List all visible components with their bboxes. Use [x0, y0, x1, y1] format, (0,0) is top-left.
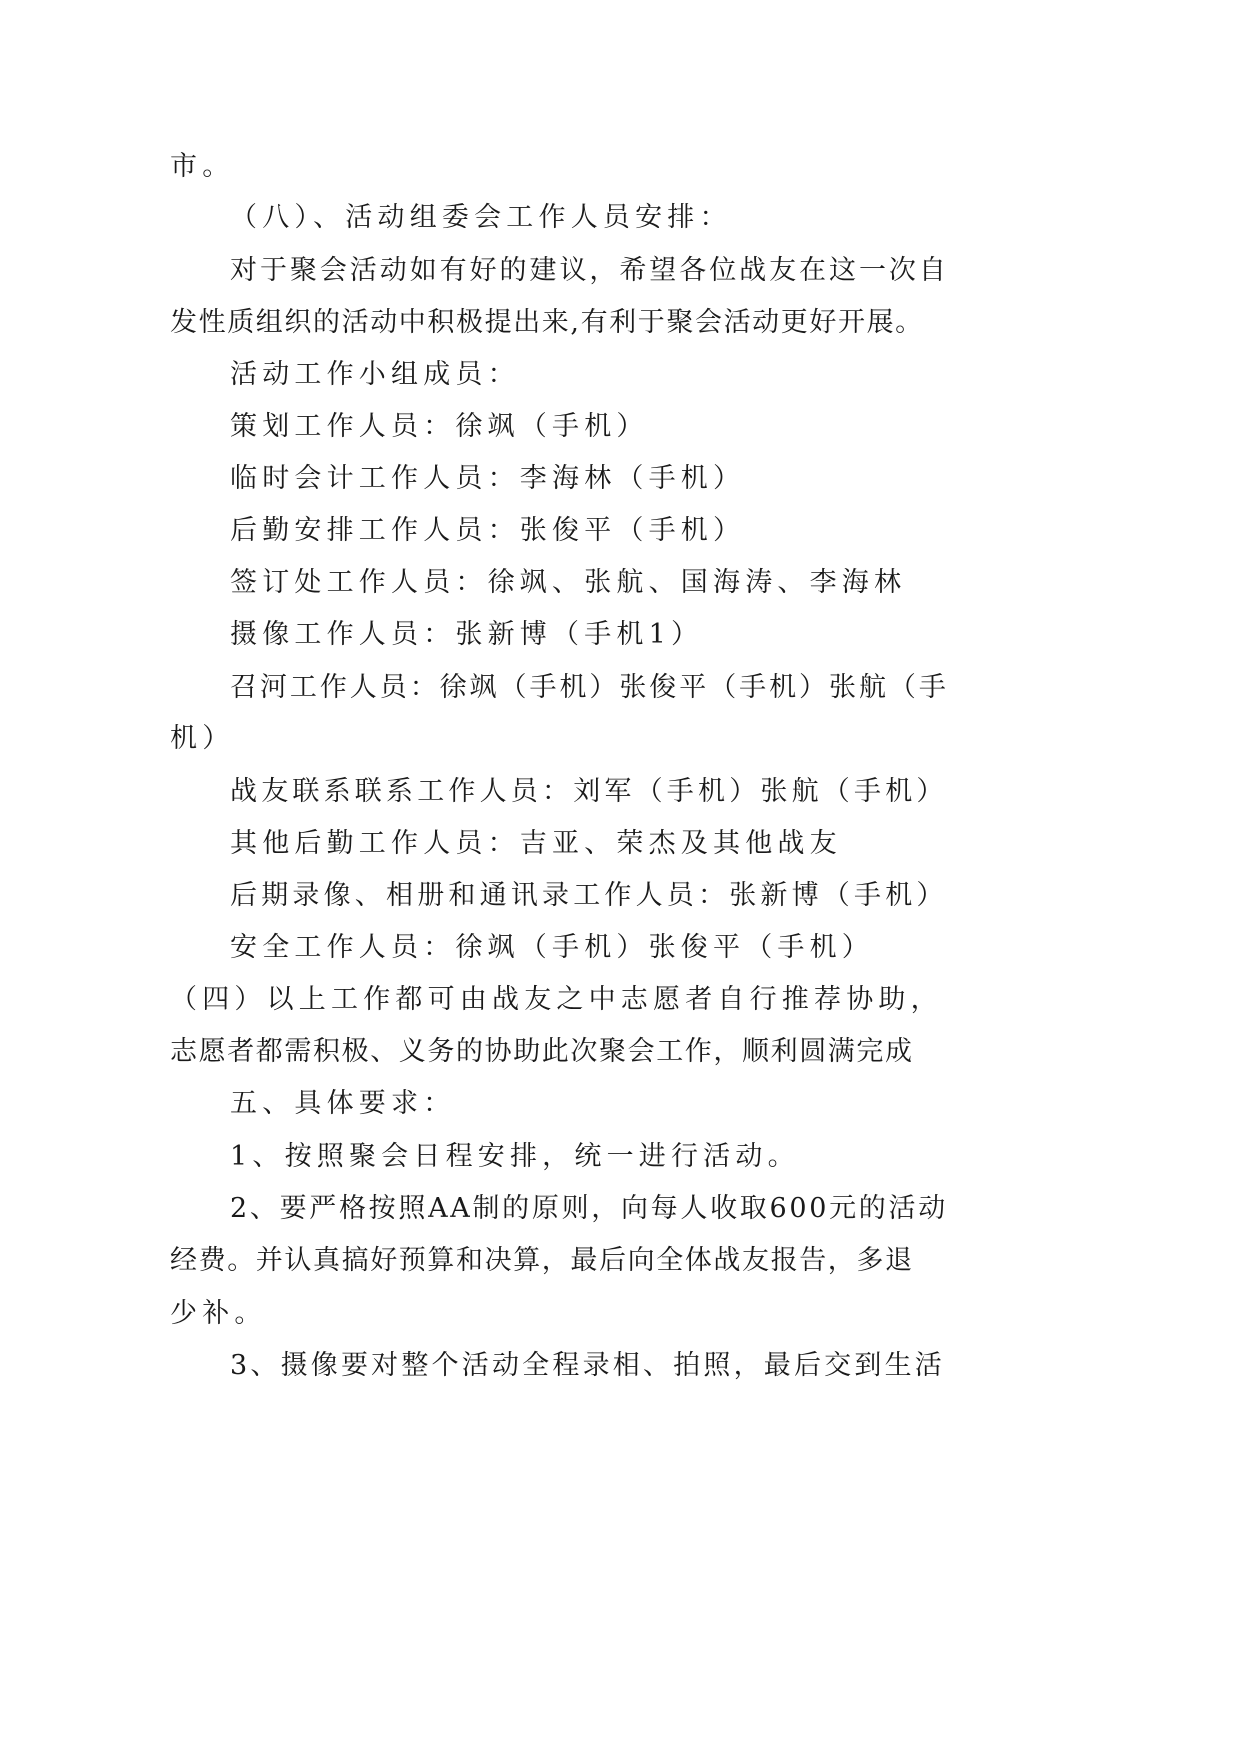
text-line: 对于聚会活动如有好的建议，希望各位战友在这一次自: [230, 255, 949, 286]
text-line: 经费。并认真搞好预算和决算，最后向全体战友报告，多退: [170, 1245, 914, 1276]
section-heading: 五、具体要求：: [230, 1088, 456, 1119]
text-line: 发性质组织的活动中积极提出来,有利于聚会活动更好开展。: [170, 307, 924, 338]
text-line: 安全工作人员：徐飒（手机）张俊平（手机）: [230, 932, 874, 963]
text-line: 其他后勤工作人员：吉亚、荣杰及其他战友: [230, 828, 842, 859]
text-line: 召河工作人员：徐飒（手机）张俊平（手机）张航（手: [230, 672, 949, 703]
list-item: 3、摄像要对整个活动全程录相、拍照，最后交到生活: [230, 1350, 945, 1381]
text-line: 后勤安排工作人员：张俊平（手机）: [230, 515, 746, 546]
section-heading: （四）以上工作都可由战友之中志愿者自行推荐协助，: [170, 984, 943, 1015]
text-line: 后期录像、相册和通讯录工作人员：张新博（手机）: [230, 880, 948, 911]
text-line: 志愿者都需积极、义务的协助此次聚会工作，顺利圆满完成: [170, 1036, 914, 1067]
text-line: 战友联系联系工作人员：刘军（手机）张航（手机）: [230, 776, 948, 807]
section-heading: （八）、活动组委会工作人员安排：: [230, 202, 732, 233]
text-line: 签订处工作人员：徐飒、张航、国海涛、李海林: [230, 567, 907, 598]
text-line: 少补。: [170, 1298, 267, 1329]
text-line: 活动工作小组成员：: [230, 359, 520, 390]
text-line: 策划工作人员：徐飒（手机）: [230, 411, 649, 442]
text-line: 市。: [170, 151, 235, 182]
text-line: 机）: [170, 723, 235, 754]
list-item: 2、要严格按照AA制的原则，向每人收取600元的活动: [230, 1193, 948, 1224]
list-item: 1、按照聚会日程安排，统一进行活动。: [230, 1141, 800, 1172]
text-line: 临时会计工作人员：李海林（手机）: [230, 463, 746, 494]
text-line: 摄像工作人员：张新博（手机1）: [230, 619, 704, 650]
